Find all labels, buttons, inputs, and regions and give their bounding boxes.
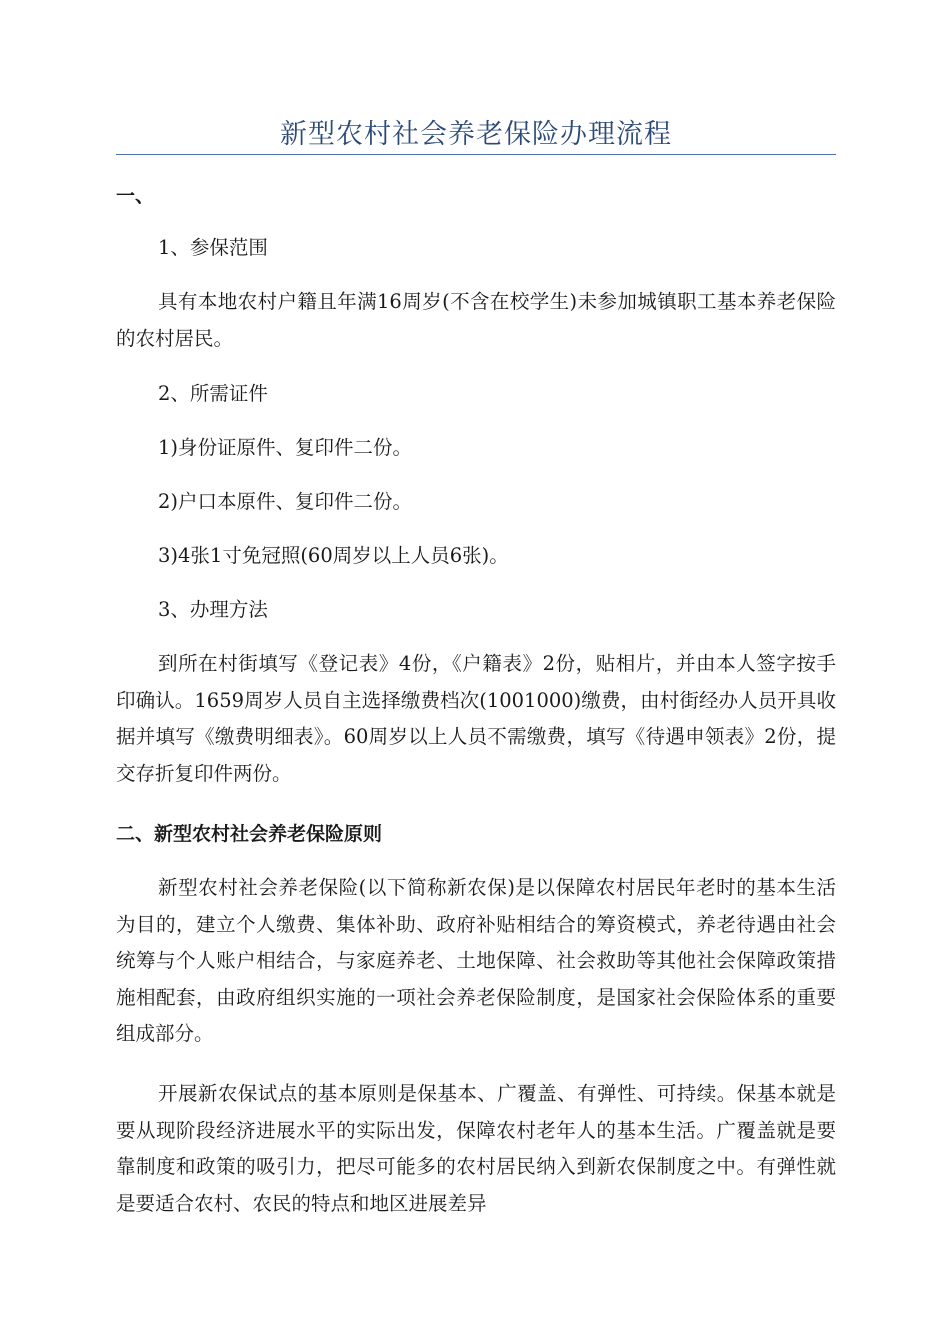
section-1-heading: 一、 bbox=[116, 185, 155, 207]
section-2-paragraph-1: 新型农村社会养老保险(以下简称新农保)是以保障农村居民年老时的基本生活为目的，建立个人缴费、集体补助、政府补贴相结合的筹资模式，养老待遇由社会统筹与个人账户相结合，与家庭养老、土地保障、社会救助等其他社会保障政策措施相配套，由政府组织实施的一项社会养老保险制度，是国家社会保险体系的重要组成部分。 bbox=[116, 876, 836, 1045]
scope-text: 具有本地农村户籍且年满16周岁(不含在校学生)未参加城镇职工基本养老保险的农村居民。 bbox=[116, 290, 836, 350]
document-title: 新型农村社会养老保险办理流程 bbox=[280, 119, 672, 150]
method-text: 到所在村街填写《登记表》4份，《户籍表》2份，贴相片，并由本人签字按手印确认。1659周岁人员自主选择缴费档次(1001000)缴费，由村街经办人员开具收据并填写《缴费明细表》。60周岁以上人员不需缴费，填写《待遇申领表》2份，提交存折复印件两份。 bbox=[116, 652, 836, 785]
method-label: 3、办理方法 bbox=[158, 598, 268, 621]
section-2-heading: 二、新型农村社会养老保险原则 bbox=[116, 823, 383, 845]
doc-item-2: 2)户口本原件、复印件二份。 bbox=[158, 490, 413, 513]
doc-item-3: 3)4张1寸免冠照(60周岁以上人员6张)。 bbox=[158, 544, 509, 567]
docs-label: 2、所需证件 bbox=[158, 382, 268, 405]
scope-label: 1、参保范围 bbox=[158, 236, 268, 259]
section-2-paragraph-2: 开展新农保试点的基本原则是保基本、广覆盖、有弹性、可持续。保基本就是要从现阶段经济进展水平的实际出发，保障农村老年人的基本生活。广覆盖就是要靠制度和政策的吸引力，把尽可能多的农村居民纳入到新农保制度之中。有弹性就是要适合农村、农民的特点和地区进展差异 bbox=[116, 1082, 836, 1215]
doc-item-1: 1)身份证原件、复印件二份。 bbox=[158, 436, 413, 459]
title-underline bbox=[116, 154, 836, 155]
